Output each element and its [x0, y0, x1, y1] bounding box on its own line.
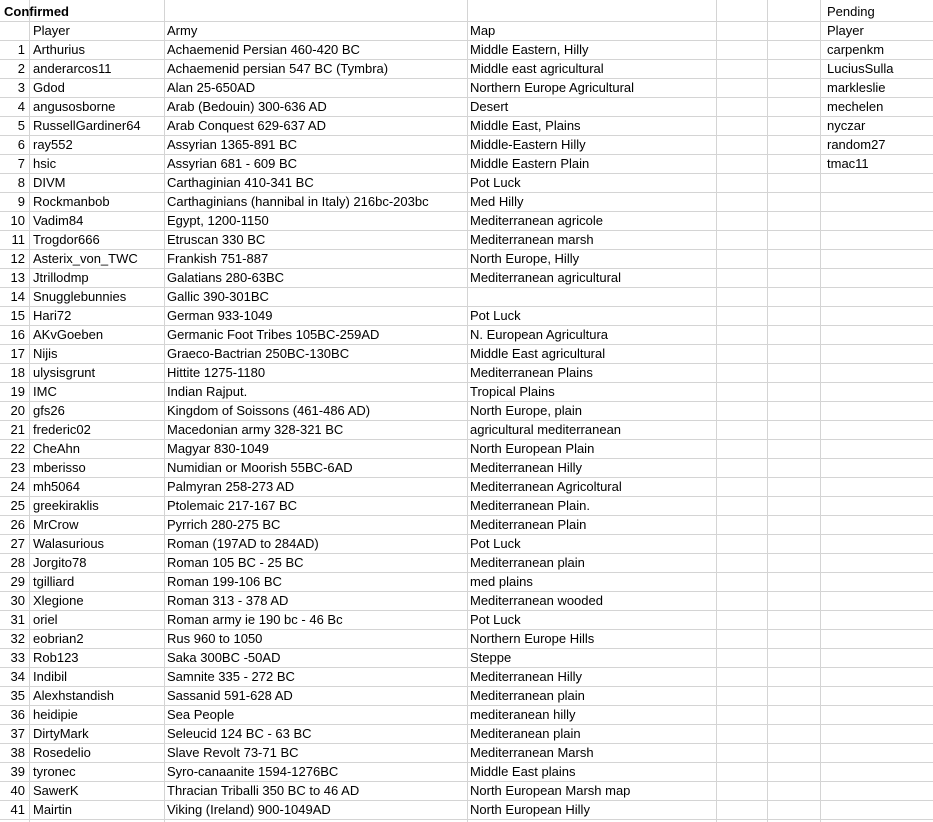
player-cell[interactable]: Arthurius — [33, 42, 86, 57]
army-cell[interactable]: Roman 105 BC - 25 BC — [167, 555, 304, 570]
row-number[interactable]: 40 — [10, 783, 25, 798]
map-cell[interactable]: Pot Luck — [470, 175, 521, 190]
army-cell[interactable]: Etruscan 330 BC — [167, 232, 266, 247]
army-cell[interactable]: Egypt, 1200-1150 — [167, 213, 269, 228]
player-cell[interactable]: greekiraklis — [33, 498, 99, 513]
confirmed-title[interactable]: Confirmed — [4, 4, 69, 19]
army-cell[interactable]: Saka 300BC -50AD — [167, 650, 281, 665]
map-cell[interactable]: Pot Luck — [470, 536, 521, 551]
army-column-header[interactable]: Army — [167, 23, 198, 38]
row-number[interactable]: 13 — [10, 270, 25, 285]
map-cell[interactable]: Mediterranean wooded — [470, 593, 603, 608]
player-cell[interactable]: mberisso — [33, 460, 86, 475]
army-cell[interactable]: Galatians 280-63BC — [167, 270, 285, 285]
map-cell[interactable]: Northern Europe Agricultural — [470, 80, 635, 95]
army-cell[interactable]: Syro-canaanite 1594-1276BC — [167, 764, 339, 779]
player-cell[interactable]: tgilliard — [33, 574, 75, 589]
map-cell[interactable]: mediteranean hilly — [470, 707, 576, 722]
map-cell[interactable]: Tropical Plains — [470, 384, 555, 399]
map-cell[interactable]: Middle Eastern Plain — [470, 156, 590, 171]
map-cell[interactable]: Mediterranean Plain — [470, 517, 587, 532]
player-cell[interactable]: Vadim84 — [33, 213, 84, 228]
row-number[interactable]: 12 — [10, 251, 25, 266]
army-cell[interactable]: German 933-1049 — [167, 308, 273, 323]
player-cell[interactable]: hsic — [33, 156, 57, 171]
army-cell[interactable]: Assyrian 1365-891 BC — [167, 137, 298, 152]
player-cell[interactable]: ulysisgrunt — [33, 365, 96, 380]
row-number[interactable]: 29 — [10, 574, 25, 589]
row-number[interactable]: 7 — [17, 156, 25, 171]
player-cell[interactable]: mh5064 — [33, 479, 80, 494]
pending-player-cell[interactable]: nyczar — [827, 118, 866, 133]
player-cell[interactable]: angusosborne — [33, 99, 116, 114]
player-cell[interactable]: eobrian2 — [33, 631, 84, 646]
map-cell[interactable]: Middle East, Plains — [470, 118, 581, 133]
map-cell[interactable]: Middle East agricultural — [470, 346, 606, 361]
army-cell[interactable]: Roman (197AD to 284AD) — [167, 536, 319, 551]
player-cell[interactable]: Snugglebunnies — [33, 289, 127, 304]
row-number[interactable]: 24 — [10, 479, 25, 494]
map-cell[interactable]: Mediterranean agricole — [470, 213, 603, 228]
army-cell[interactable]: Roman 313 - 378 AD — [167, 593, 289, 608]
map-cell[interactable]: North Europe, Hilly — [470, 251, 580, 266]
army-cell[interactable]: Hittite 1275-1180 — [167, 365, 266, 380]
army-cell[interactable]: Indian Rajput. — [167, 384, 248, 399]
row-number[interactable]: 35 — [10, 688, 25, 703]
player-cell[interactable]: oriel — [33, 612, 58, 627]
pending-player-cell[interactable]: tmac11 — [827, 156, 869, 171]
player-cell[interactable]: gfs26 — [33, 403, 65, 418]
player-cell[interactable]: Walasurious — [33, 536, 105, 551]
player-cell[interactable]: Xlegione — [33, 593, 84, 608]
map-cell[interactable]: Middle-Eastern Hilly — [470, 137, 586, 152]
row-number[interactable]: 19 — [10, 384, 25, 399]
row-number[interactable]: 9 — [17, 194, 25, 209]
map-cell[interactable]: Northern Europe Hills — [470, 631, 595, 646]
player-cell[interactable]: anderarcos11 — [33, 61, 112, 76]
player-cell[interactable]: Mairtin — [33, 802, 73, 817]
row-number[interactable]: 27 — [10, 536, 25, 551]
row-number[interactable]: 39 — [10, 764, 25, 779]
player-cell[interactable]: Rockmanbob — [33, 194, 110, 209]
map-cell[interactable]: Middle Eastern, Hilly — [470, 42, 589, 57]
player-cell[interactable]: AKvGoeben — [33, 327, 104, 342]
row-number[interactable]: 26 — [10, 517, 25, 532]
column-gridline — [164, 0, 165, 822]
row-number[interactable]: 22 — [10, 441, 25, 456]
row-gridline — [0, 819, 933, 820]
player-cell[interactable]: frederic02 — [33, 422, 91, 437]
row-number[interactable]: 37 — [10, 726, 25, 741]
player-cell[interactable]: Asterix_von_TWC — [33, 251, 138, 266]
army-cell[interactable]: Alan 25-650AD — [167, 80, 256, 95]
row-number[interactable]: 34 — [10, 669, 25, 684]
row-number[interactable]: 8 — [17, 175, 25, 190]
row-number[interactable]: 32 — [10, 631, 25, 646]
player-cell[interactable]: heidipie — [33, 707, 78, 722]
map-cell[interactable]: North European Hilly — [470, 802, 590, 817]
player-cell[interactable]: CheAhn — [33, 441, 80, 456]
player-cell[interactable]: Hari72 — [33, 308, 72, 323]
player-cell[interactable]: DIVM — [33, 175, 66, 190]
map-cell[interactable]: N. European Agricultura — [470, 327, 609, 342]
row-number[interactable]: 10 — [10, 213, 25, 228]
player-cell[interactable]: Jtrillodmp — [33, 270, 89, 285]
army-cell[interactable]: Carthaginian 410-341 BC — [167, 175, 314, 190]
army-cell[interactable]: Numidian or Moorish 55BC-6AD — [167, 460, 353, 475]
army-cell[interactable]: Ptolemaic 217-167 BC — [167, 498, 298, 513]
map-column-header[interactable]: Map — [470, 23, 496, 38]
player-cell[interactable]: tyronec — [33, 764, 76, 779]
row-number[interactable]: 4 — [17, 99, 25, 114]
army-cell[interactable]: Achaemenid persian 547 BC (Tymbra) — [167, 61, 389, 76]
map-cell[interactable]: Mediterranean Marsh — [470, 745, 594, 760]
map-cell[interactable]: Desert — [470, 99, 509, 114]
map-cell[interactable]: Mediterranean agricultural — [470, 270, 622, 285]
map-cell[interactable]: Pot Luck — [470, 612, 521, 627]
army-cell[interactable]: Macedonian army 328-321 BC — [167, 422, 344, 437]
player-column-header[interactable]: Player — [33, 23, 70, 38]
row-number[interactable]: 36 — [10, 707, 25, 722]
player-cell[interactable]: MrCrow — [33, 517, 79, 532]
map-cell[interactable]: Mediterranean marsh — [470, 232, 594, 247]
map-cell[interactable]: Mediterranean Agricoltural — [470, 479, 622, 494]
army-cell[interactable]: Pyrrich 280-275 BC — [167, 517, 281, 532]
pending-player-header[interactable]: Player — [827, 23, 864, 38]
map-cell[interactable]: Pot Luck — [470, 308, 521, 323]
map-cell[interactable]: Middle East plains — [470, 764, 576, 779]
row-number[interactable]: 33 — [10, 650, 25, 665]
row-number[interactable]: 5 — [17, 118, 25, 133]
army-cell[interactable]: Magyar 830-1049 — [167, 441, 269, 456]
row-number[interactable]: 3 — [17, 80, 25, 95]
column-gridline — [820, 0, 821, 822]
pending-player-cell[interactable]: carpenkm — [827, 42, 885, 57]
army-cell[interactable]: Arab Conquest 629-637 AD — [167, 118, 326, 133]
row-number[interactable]: 11 — [11, 232, 25, 247]
army-cell[interactable]: Germanic Foot Tribes 105BC-259AD — [167, 327, 380, 342]
army-cell[interactable]: Arab (Bedouin) 300-636 AD — [167, 99, 327, 114]
army-cell[interactable]: Achaemenid Persian 460-420 BC — [167, 42, 360, 57]
row-number[interactable]: 38 — [10, 745, 25, 760]
player-cell[interactable]: Rob123 — [33, 650, 79, 665]
army-cell[interactable]: Gallic 390-301BC — [167, 289, 269, 304]
map-cell[interactable]: med plains — [470, 574, 533, 589]
row-number[interactable]: 28 — [10, 555, 25, 570]
row-number[interactable]: 16 — [10, 327, 25, 342]
player-cell[interactable]: Trogdor666 — [33, 232, 100, 247]
row-number[interactable]: 25 — [10, 498, 25, 513]
map-cell[interactable]: North Europe, plain — [470, 403, 583, 418]
map-cell[interactable]: agricultural mediterranean — [470, 422, 622, 437]
row-number[interactable]: 20 — [10, 403, 25, 418]
player-cell[interactable]: Indibil — [33, 669, 67, 684]
army-cell[interactable]: Roman 199-106 BC — [167, 574, 282, 589]
player-cell[interactable]: Rosedelio — [33, 745, 91, 760]
player-cell[interactable]: Gdod — [33, 80, 65, 95]
player-cell[interactable]: ray552 — [33, 137, 73, 152]
army-cell[interactable]: Assyrian 681 - 609 BC — [167, 156, 298, 171]
row-number[interactable]: 6 — [17, 137, 25, 152]
army-cell[interactable]: Viking (Ireland) 900-1049AD — [167, 802, 331, 817]
army-cell[interactable]: Kingdom of Soissons (461-486 AD) — [167, 403, 371, 418]
army-cell[interactable]: Sassanid 591-628 AD — [167, 688, 293, 703]
player-cell[interactable]: Nijis — [33, 346, 58, 361]
map-cell[interactable]: Mediterranean plain — [470, 555, 585, 570]
army-cell[interactable]: Samnite 335 - 272 BC — [167, 669, 295, 684]
army-cell[interactable]: Frankish 751-887 — [167, 251, 269, 266]
pending-title[interactable]: Pending — [827, 4, 875, 19]
map-cell[interactable]: Mediterranean Plain. — [470, 498, 590, 513]
map-cell[interactable] — [470, 287, 770, 306]
army-cell[interactable]: Seleucid 124 BC - 63 BC — [167, 726, 312, 741]
player-cell[interactable]: Jorgito78 — [33, 555, 87, 570]
row-number[interactable]: 18 — [10, 365, 25, 380]
player-cell[interactable]: SawerK — [33, 783, 79, 798]
army-cell[interactable]: Rus 960 to 1050 — [167, 631, 263, 646]
player-cell[interactable]: DirtyMark — [33, 726, 89, 741]
map-cell[interactable]: Mediterranean plain — [470, 688, 585, 703]
pending-player-cell[interactable]: random27 — [827, 137, 886, 152]
row-number[interactable]: 30 — [10, 593, 25, 608]
army-cell[interactable]: Slave Revolt 73-71 BC — [167, 745, 299, 760]
army-cell[interactable]: Sea People — [167, 707, 235, 722]
army-cell[interactable]: Palmyran 258-273 AD — [167, 479, 295, 494]
map-cell[interactable]: North European Marsh map — [470, 783, 631, 798]
row-number[interactable]: 14 — [10, 289, 25, 304]
map-cell[interactable]: Med Hilly — [470, 194, 524, 209]
row-number[interactable]: 15 — [10, 308, 25, 323]
pending-player-cell[interactable]: mechelen — [827, 99, 884, 114]
column-gridline — [467, 0, 468, 822]
map-cell[interactable]: Mediteranean plain — [470, 726, 581, 741]
row-number[interactable]: 17 — [10, 346, 25, 361]
map-cell[interactable]: Mediterranean Hilly — [470, 669, 582, 684]
army-cell[interactable]: Roman army ie 190 bc - 46 Bc — [167, 612, 343, 627]
map-cell[interactable]: Steppe — [470, 650, 512, 665]
row-number[interactable]: 21 — [10, 422, 25, 437]
row-number[interactable]: 41 — [10, 802, 25, 817]
row-number[interactable]: 31 — [10, 612, 25, 627]
army-cell[interactable]: Carthaginians (hannibal in Italy) 216bc-203bc — [167, 194, 429, 209]
row-number[interactable]: 23 — [10, 460, 25, 475]
player-cell[interactable]: IMC — [33, 384, 57, 399]
row-number[interactable]: 1 — [17, 42, 25, 57]
pending-player-cell[interactable]: markleslie — [827, 80, 886, 95]
map-cell[interactable]: Mediterranean Hilly — [470, 460, 582, 475]
army-cell[interactable]: Thracian Triballi 350 BC to 46 AD — [167, 783, 360, 798]
map-cell[interactable]: Mediterranean Plains — [470, 365, 593, 380]
column-gridline — [29, 0, 30, 822]
row-number[interactable]: 2 — [17, 61, 25, 76]
map-cell[interactable]: North European Plain — [470, 441, 595, 456]
player-cell[interactable]: Alexhstandish — [33, 688, 114, 703]
map-cell[interactable]: Middle east agricultural — [470, 61, 604, 76]
army-cell[interactable]: Graeco-Bactrian 250BC-130BC — [167, 346, 350, 361]
player-cell[interactable]: RussellGardiner64 — [33, 118, 141, 133]
pending-player-cell[interactable]: LuciusSulla — [827, 61, 894, 76]
